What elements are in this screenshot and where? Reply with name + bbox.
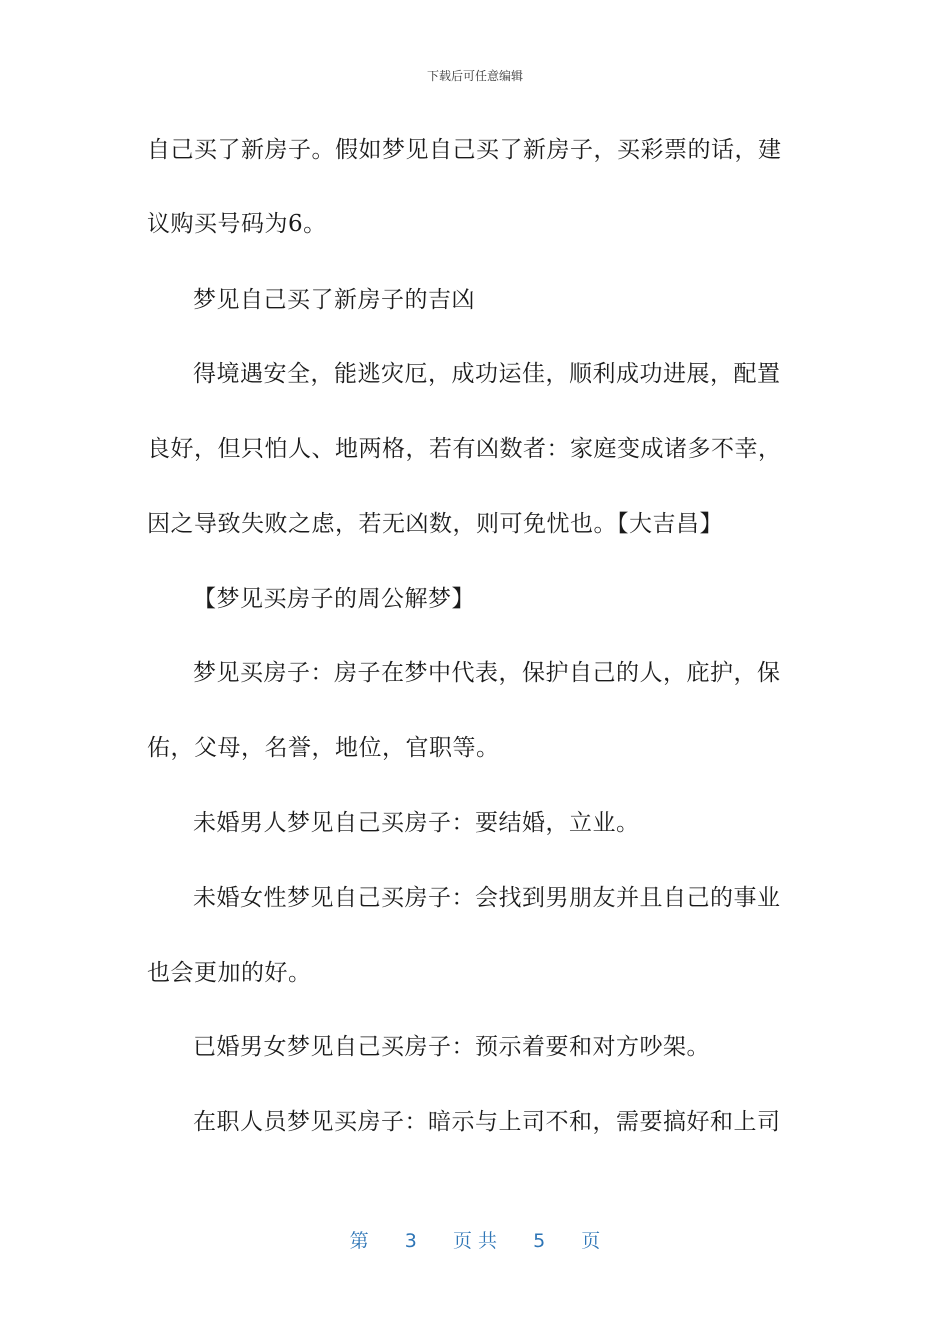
text-line: 也会更加的好。 xyxy=(147,960,312,986)
page-number-footer xyxy=(0,1226,950,1253)
text-line: 自己买了新房子。假如梦见自己买了新房子，买彩票的话，建 xyxy=(147,137,782,163)
section-heading: 【梦见买房子的周公解梦】 xyxy=(193,586,475,612)
total-pages: 5 xyxy=(533,1230,546,1252)
text-line: 已婚男女梦见自己买房子：预示着要和对方吵架。 xyxy=(193,1034,710,1060)
text-line: 梦见买房子：房子在梦中代表，保护自己的人，庇护，保 xyxy=(193,660,781,686)
text-line: 在职人员梦见买房子：暗示与上司不和，需要搞好和上司 xyxy=(193,1109,781,1135)
text-line: 议购买号码为6。 xyxy=(147,211,327,237)
text-line: 佑，父母，名誉，地位，官职等。 xyxy=(147,735,500,761)
text-line: 未婚女性梦见自己买房子：会找到男朋友并且自己的事业 xyxy=(193,885,781,911)
page-label-suffix: 页 xyxy=(581,1230,601,1252)
page-label-prefix: 第 xyxy=(349,1230,369,1252)
text-line: 因之导致失败之虑，若无凶数，则可免忧也。【大吉昌】 xyxy=(147,511,723,537)
page-header: 下载后可任意编辑 xyxy=(426,69,523,83)
text-line: 未婚男人梦见自己买房子：要结婚，立业。 xyxy=(193,810,640,836)
text-line: 良好，但只怕人、地两格，若有凶数者：家庭变成诸多不幸， xyxy=(147,436,782,462)
page-label-mid: 页 共 xyxy=(452,1230,498,1252)
section-heading: 梦见自己买了新房子的吉凶 xyxy=(193,287,475,313)
text-line: 得境遇安全，能逃灾厄，成功运佳，顺利成功进展，配置 xyxy=(193,361,781,387)
current-page: 3 xyxy=(404,1230,417,1252)
